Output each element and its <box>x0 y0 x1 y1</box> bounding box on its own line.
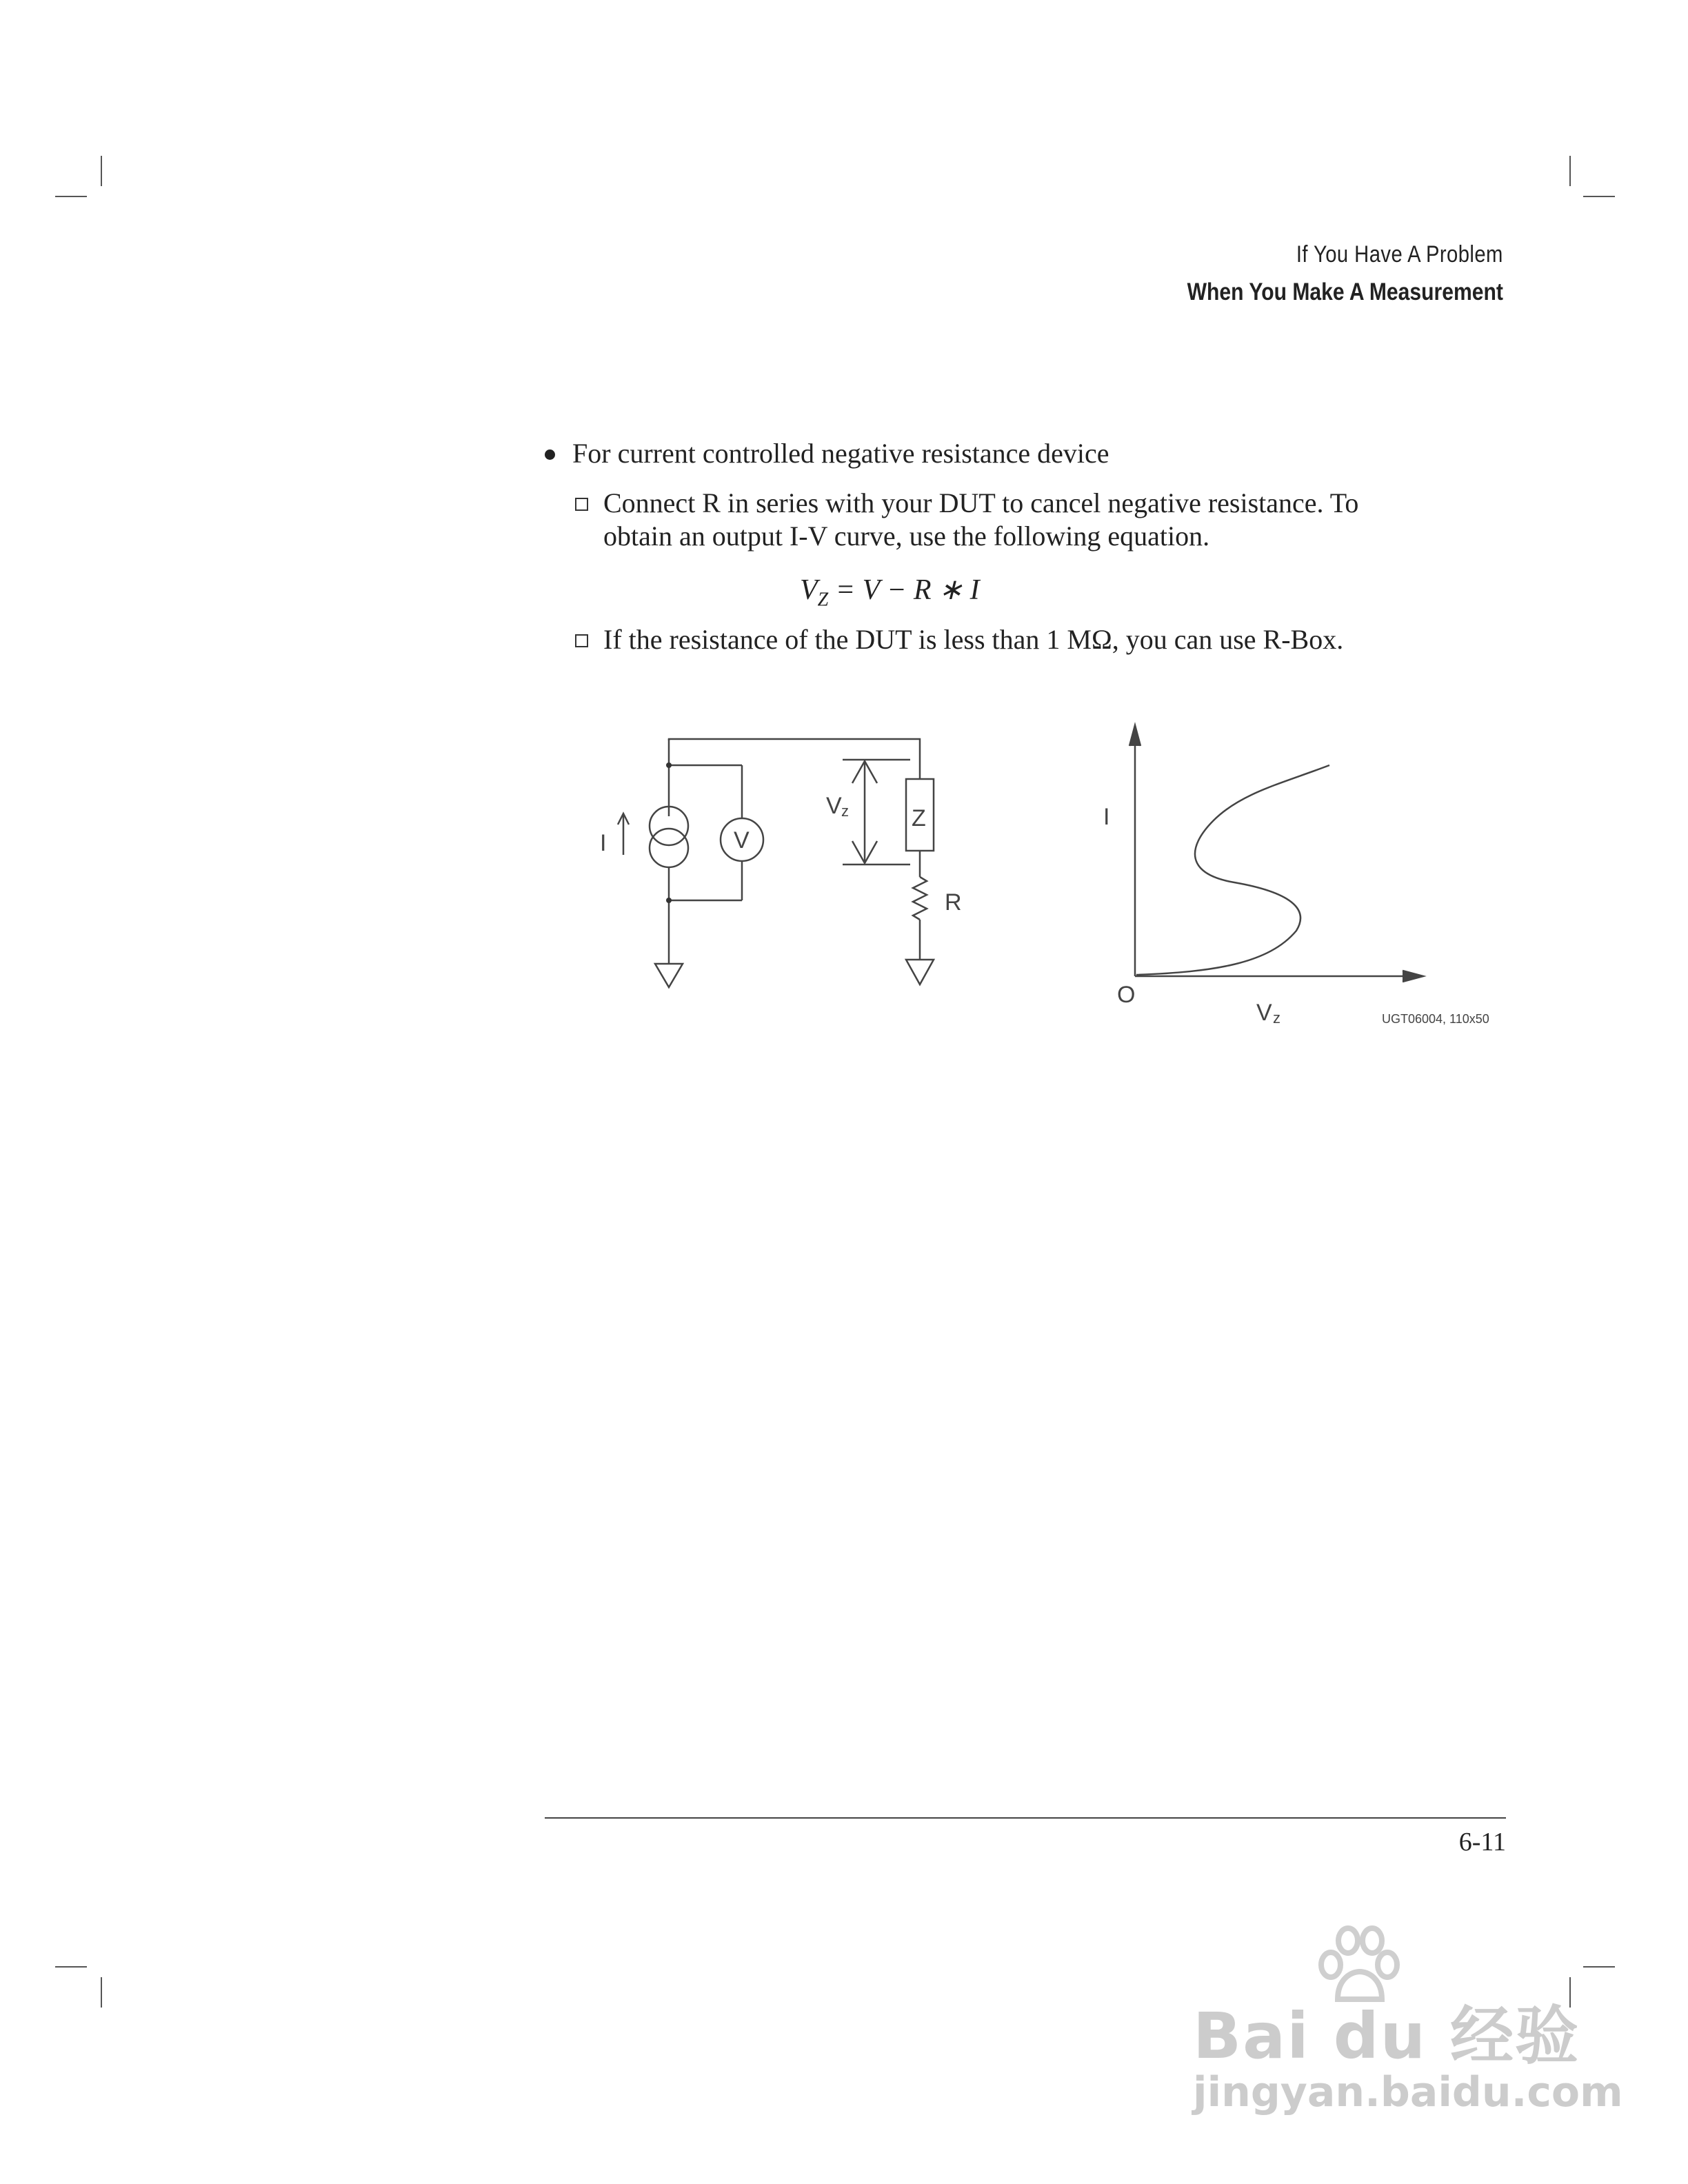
graph-x-label: V <box>1256 1000 1272 1026</box>
watermark-brand: Bai du 经验 <box>1193 1999 1580 2073</box>
current-label: I <box>600 830 607 856</box>
graph-origin-label: O <box>1117 982 1136 1008</box>
vz-subscript: z <box>841 802 849 820</box>
equation-lhs: V <box>800 574 818 606</box>
page-number: 6-11 <box>1458 1828 1506 1857</box>
graph-y-label: I <box>1103 804 1110 830</box>
item2-text: If the resistance of the DUT is less than 1 MΩ, you can use R-Box. <box>603 624 1344 655</box>
graph-x-subscript: z <box>1273 1009 1280 1027</box>
graph-y-axis-arrow <box>1129 725 1141 746</box>
watermark-url: jingyan.baidu.com <box>1193 2068 1623 2116</box>
header-subsection: When You Make A Measurement <box>1187 279 1503 305</box>
circuit-labels <box>600 793 962 916</box>
footer-rule <box>545 1817 1506 1819</box>
graph-x-axis-arrow <box>1403 971 1423 982</box>
equation-lhs-sub: Z <box>817 589 829 611</box>
circuit-diagram <box>618 739 934 987</box>
ground-right-icon <box>906 960 934 984</box>
voltmeter-label: V <box>734 827 750 853</box>
resistor-zigzag <box>913 877 927 920</box>
ground-left-icon <box>655 964 683 987</box>
item1-line1: Connect R in series with your DUT to cancel negative resistance. To <box>603 487 1359 518</box>
equation-rhs: = V − R ∗ I <box>835 574 980 606</box>
figure-id: UGT06004, 110x50 <box>1382 1012 1489 1026</box>
dut-label: Z <box>912 805 926 831</box>
graph-labels <box>1103 804 1489 1027</box>
iv-graph <box>1129 725 1423 982</box>
junction-dot-bottom <box>666 898 672 903</box>
resistor-label: R <box>945 889 962 916</box>
bullet-text: For current controlled negative resistance device <box>572 438 1109 469</box>
watermark <box>1186 1917 1623 2137</box>
item1-line2: obtain an output I-V curve, use the following equation. <box>603 520 1210 552</box>
junction-dot-top <box>666 762 672 768</box>
vz-label: V <box>826 793 842 819</box>
header-section: If You Have A Problem <box>1296 241 1503 267</box>
current-source-circle-bottom <box>650 829 688 867</box>
iv-curve <box>1136 765 1329 975</box>
